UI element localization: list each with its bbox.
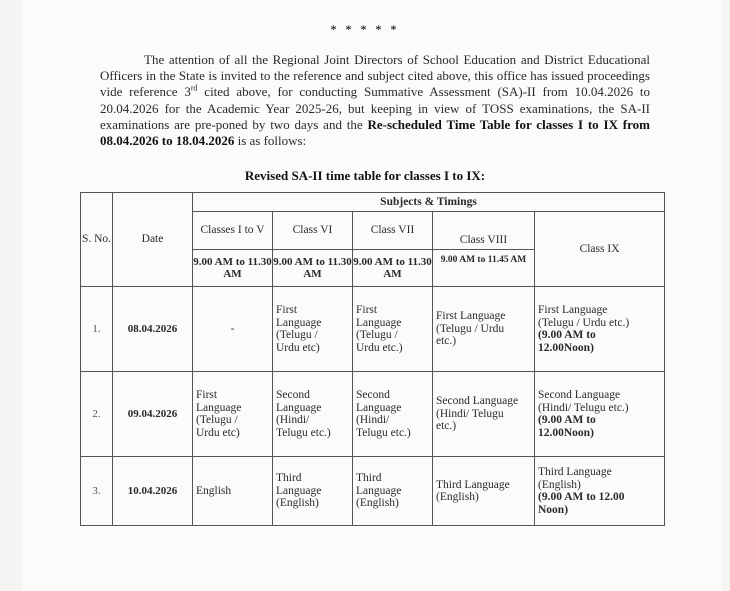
header-class: Class VI [273, 212, 353, 250]
timetable [80, 192, 665, 526]
paragraph-emphasis: Re-scheduled Time Table for classes I to IX from 08.04.2026 to 18.04.2026 [100, 116, 650, 149]
row-date: 10.04.2026 [113, 457, 193, 526]
header-timing: 9.00 AM to 11.30 AM [273, 250, 353, 287]
row-cell: First Language (Telugu / Urdu etc.) (9.00 AM to 12.00Noon) [535, 287, 665, 372]
row-cell: Third Language (English) (9.00 AM to 12.00 Noon) [535, 457, 665, 526]
row-cell: Third Language (English) [353, 457, 433, 526]
row-cell: First Language (Telugu / Urdu etc) [193, 372, 273, 457]
row-date: 08.04.2026 [113, 287, 193, 372]
header-class: Class VII [353, 212, 433, 250]
row-sno: 1. [81, 287, 113, 372]
header-class: Class VIII [433, 212, 535, 250]
header-timing: 9.00 AM to 11.30 AM [353, 250, 433, 287]
row-cell: Third Language (English) [433, 457, 535, 526]
row-cell: First Language (Telugu / Urdu etc.) [353, 287, 433, 372]
section-separator: * * * * * [330, 22, 400, 36]
row-cell: Second Language (Hindi/ Telugu etc.) [353, 372, 433, 457]
row-sno: 3. [81, 457, 113, 526]
header-sno: S. No. [81, 193, 113, 287]
paragraph-text: is as follows: [234, 133, 307, 149]
header-timing: 9.00 AM to 11.30 AM [193, 250, 273, 287]
row-cell: Second Language (Hindi/ Telugu etc.) [273, 372, 353, 457]
row-sno: 2. [81, 372, 113, 457]
table-row [81, 372, 665, 457]
header-class: Classes I to V [193, 212, 273, 250]
header-class: Class IX [535, 212, 665, 287]
table-row [81, 457, 665, 526]
body-paragraph [100, 52, 650, 149]
header-subjects: Subjects & Timings [193, 193, 665, 212]
table-title: Revised SA-II time table for classes I to IX: [244, 168, 486, 183]
row-cell: Second Language (Hindi/ Telugu etc.) (9.00 AM to 12.00Noon) [535, 372, 665, 457]
ordinal-suffix: rd [190, 84, 198, 94]
row-cell: Second Language (Hindi/ Telugu etc.) [433, 372, 535, 457]
row-cell: First Language (Telugu / Urdu etc.) [433, 287, 535, 372]
row-date: 09.04.2026 [113, 372, 193, 457]
row-cell: - [193, 287, 273, 372]
row-cell: English [193, 457, 273, 526]
paragraph-text: The attention of all the Regional Joint Directors of School Education and District Educational Officers in the State is invited to the reference and subject cited above, this office has issued proceedings vide reference 3 [100, 52, 650, 100]
table-row [81, 287, 665, 372]
row-cell: First Language (Telugu / Urdu etc) [273, 287, 353, 372]
row-cell: Third Language (English) [273, 457, 353, 526]
header-date: Date [113, 193, 193, 287]
paragraph-text: cited above, for conducting Summative Assessment (SA)-II from 10.04.2026 to 20.04.2026 for the Academic Year 2025-26, but keeping in view of TOSS examinations, the SA-II examinations are pre-poned by two days and the [100, 84, 650, 132]
header-timing: 9.00 AM to 11.45 AM [433, 250, 535, 287]
